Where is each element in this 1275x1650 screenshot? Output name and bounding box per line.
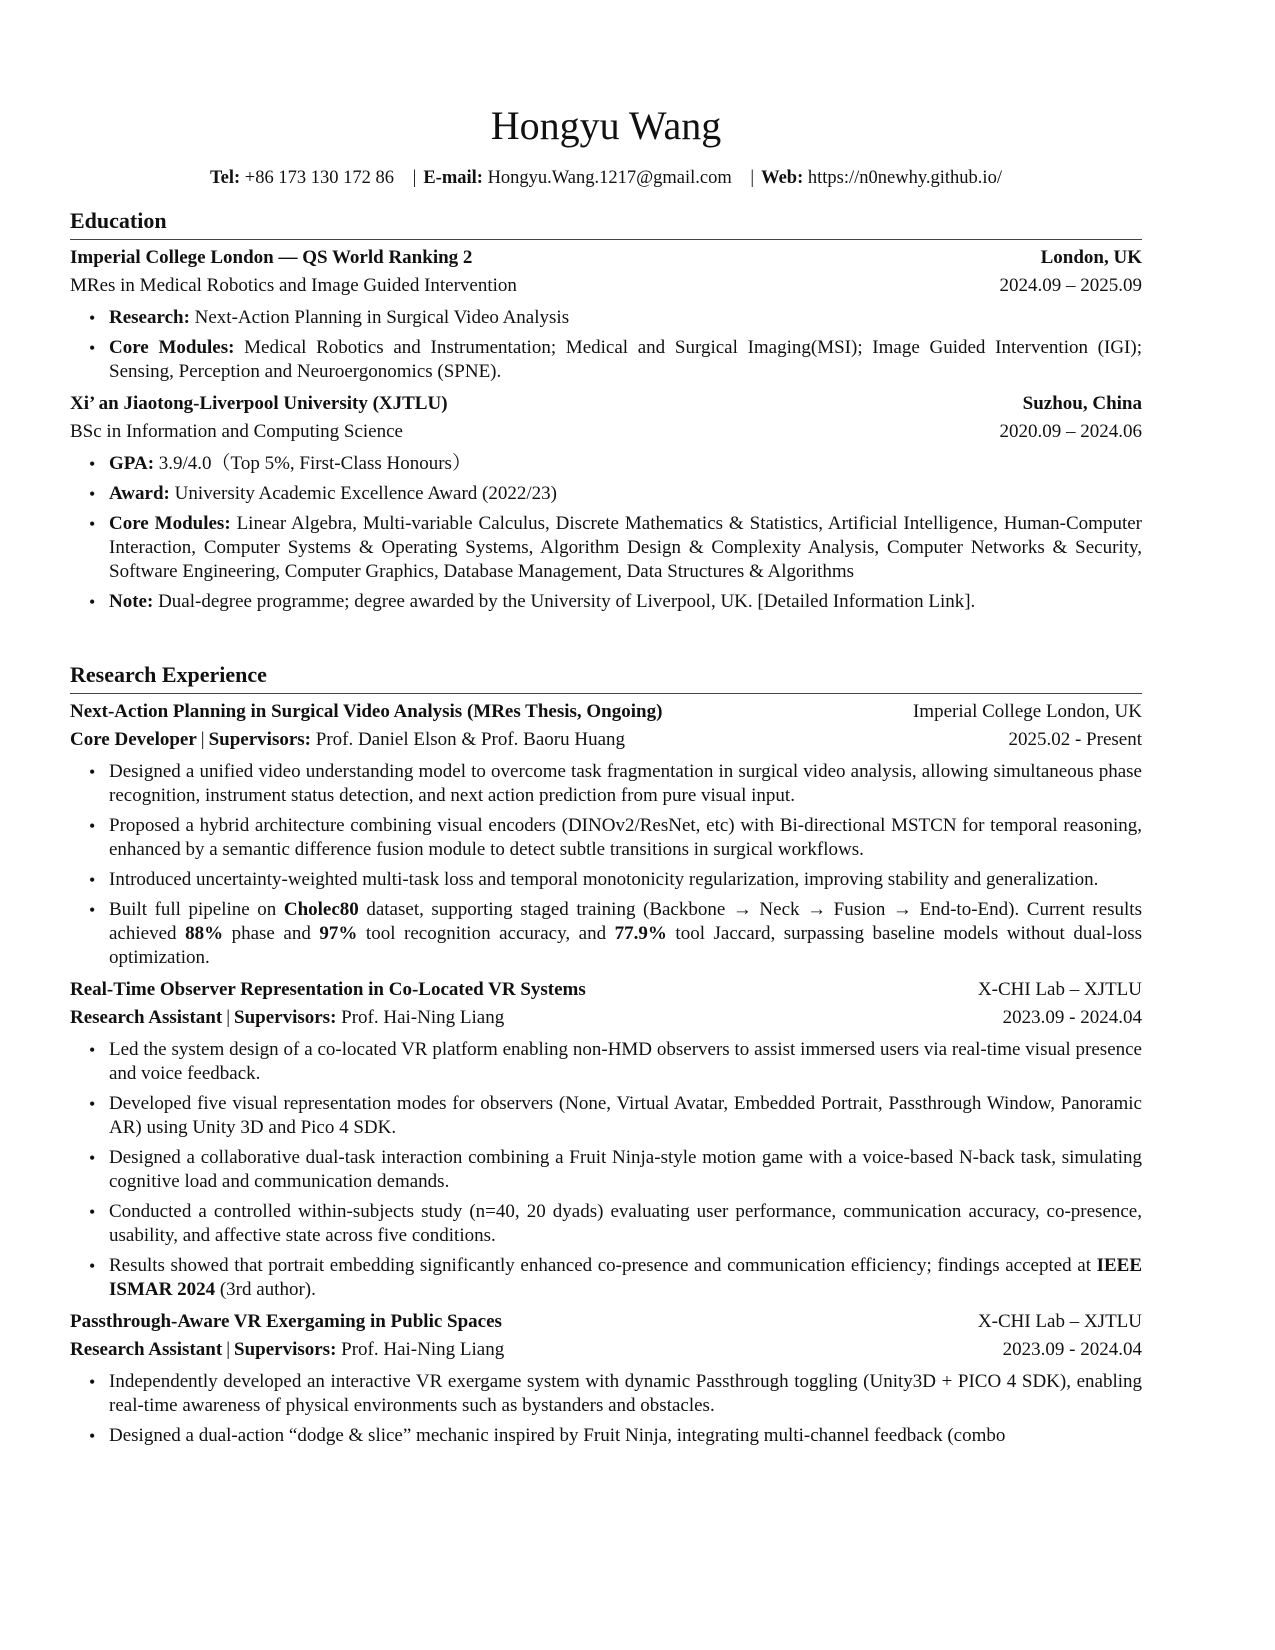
web-label: Web: [761,168,804,188]
highlight-text: 88% [185,923,224,944]
web-link[interactable]: https://n0newhy.github.io/ [807,168,1002,188]
bullet-text: Independently developed an interactive VR exergame system with dynamic Passthrough toggling (Unity3D + PICO 4 SDK), enabling real-time awareness of physical environments such as bystanders and obstacles. [109,1371,1142,1416]
project-title: Passthrough-Aware VR Exergaming in Public Spaces [70,1311,502,1332]
project-title: Real-Time Observer Representation in Co-Located VR Systems [70,979,586,1000]
list-item [109,1092,1142,1140]
degree-dates: 2020.09 – 2024.06 [999,421,1142,442]
list-item [109,898,1142,970]
contact-separator: | [412,168,417,188]
bullet-label: Core Modules: [109,337,235,358]
degree-dates: 2024.09 – 2025.09 [999,275,1142,296]
bullet-text: tool Jaccard, surpassing baseline models without dual-loss optimization. [109,923,1142,968]
tel-value: +86 173 130 172 86 [244,168,394,188]
degree-name: BSc in Information and Computing Science [70,421,403,442]
education-bullets [70,452,1142,614]
list-item [109,452,1142,476]
bullet-text: University Academic Excellence Award (2022/23) [174,483,557,504]
list-item [109,336,1142,384]
bullet-text: Linear Algebra, Multi-variable Calculus, Discrete Mathematics & Statistics, Artificial Intelligence, Human-Computer Interaction, Computer Systems & Operating Systems, Algorithm Design & Complexity Analysis, Computer Networks & Security, Software Engineering, Computer Graphics, Database Management, Data Structures & Algorithms [109,513,1142,582]
institution-location: London, UK [1040,247,1142,268]
education-section [70,207,1142,622]
project-dates: 2023.09 - 2024.04 [1002,1007,1142,1028]
tel-label: Tel: [210,168,241,188]
role-separator: | [200,729,205,750]
highlight-text: Cholec80 [283,899,359,920]
research-section [70,661,1142,1456]
list-item [109,1424,1142,1448]
bullet-text: Conducted a controlled within-subjects study (n=40, 20 dyads) evaluating user performance, communication accuracy, co-presence, usability, and affective state across five conditions. [109,1201,1142,1246]
project-organization: X-CHI Lab – XJTLU [977,1311,1142,1332]
bullet-text: Built full pipeline on [109,899,284,920]
list-item [109,1038,1142,1086]
research-entry [70,1310,1142,1448]
bullet-text: Next-Action Planning in Surgical Video Analysis [194,307,570,328]
bullet-label: Research: [109,307,190,328]
list-item [109,1370,1142,1418]
list-item [109,760,1142,808]
project-organization: X-CHI Lab – XJTLU [977,979,1142,1000]
project-title: Next-Action Planning in Surgical Video Analysis (MRes Thesis, Ongoing) [70,701,663,722]
list-item [109,868,1142,892]
highlight-text: IEEE ISMAR 2024 [109,1255,1142,1300]
list-item [109,1254,1142,1302]
research-bullets [70,1038,1142,1302]
research-entry [70,978,1142,1302]
bullet-text: phase and [223,923,320,944]
education-bullets [70,306,1142,384]
bullet-text: Proposed a hybrid architecture combining visual encoders (DINOv2/ResNet, etc) with Bi-directional MSTCN for temporal reasoning, enhanced by a semantic difference fusion module to detect subtle transitions in surgical workflows. [109,815,1142,860]
highlight-text: 97% [319,923,358,944]
education-entry [70,392,1142,614]
candidate-name: Hongyu Wang [490,103,722,148]
highlight-text: 77.9% [614,923,667,944]
bullet-text: Led the system design of a co-located VR platform enabling non-HMD observers to assist immersed users via real-time visual presence and voice feedback. [109,1039,1142,1084]
supervisors-label: Supervisors: [208,729,312,750]
bullet-text: Developed five visual representation modes for observers (None, Virtual Avatar, Embedded Portrait, Passthrough Window, Panoramic AR) using Unity 3D and Pico 4 SDK. [109,1093,1142,1138]
section-title-education: Education [70,207,1142,240]
research-entry [70,700,1142,970]
research-bullets [70,760,1142,970]
contact-separator: | [750,168,755,188]
bullet-text: Designed a dual-action “dodge & slice” mechanic inspired by Fruit Ninja, integrating multi-channel feedback (combo [109,1425,1006,1446]
bullet-label: Note: [109,591,154,612]
list-item [109,306,1142,330]
bullet-text: dataset, supporting staged training (Backbone → Neck → Fusion → End-to-End). Current results achieved [109,899,1142,944]
project-role: Core Developer [70,729,197,750]
bullet-text: tool recognition accuracy, and [357,923,615,944]
list-item [109,814,1142,862]
bullet-text[interactable]: Dual-degree programme; degree awarded by the University of Liverpool, UK. [Detailed Information Link]. [158,591,976,612]
role-separator: | [226,1007,230,1028]
institution-name: Imperial College London — QS World Ranking 2 [70,247,473,268]
bullet-text: Designed a unified video understanding model to overcome task fragmentation in surgical video analysis, allowing simultaneous phase recognition, instrument status detection, and next action prediction from pure visual input. [109,761,1142,806]
supervisors-names: Prof. Hai-Ning Liang [341,1339,505,1360]
list-item [109,482,1142,506]
email-link[interactable]: Hongyu.Wang.1217@gmail.com [487,168,732,188]
project-organization: Imperial College London, UK [912,701,1142,722]
bullet-label: GPA: [109,453,155,474]
role-separator: | [226,1339,230,1360]
email-label: E-mail: [423,168,483,188]
section-title-research: Research Experience [70,661,1142,694]
institution-name: Xi’ an Jiaotong-Liverpool University (XJTLU) [70,393,448,414]
supervisors-label: Supervisors: [234,1339,337,1360]
contact-line [70,166,1142,190]
project-role: Research Assistant [70,1339,223,1360]
list-item [109,590,1142,614]
degree-name: MRes in Medical Robotics and Image Guided Intervention [70,275,517,296]
research-bullets [70,1370,1142,1448]
supervisors-label: Supervisors: [234,1007,337,1028]
project-role: Research Assistant [70,1007,223,1028]
institution-location: Suzhou, China [1022,393,1142,414]
bullet-label: Award: [109,483,170,504]
education-entry [70,246,1142,384]
bullet-text: Results showed that portrait embedding significantly enhanced co-presence and communication efficiency; findings accepted at [109,1255,1097,1276]
project-dates: 2025.02 - Present [1008,729,1142,750]
supervisors-names: Prof. Hai-Ning Liang [341,1007,505,1028]
list-item [109,1146,1142,1194]
project-dates: 2023.09 - 2024.04 [1002,1339,1142,1360]
bullet-text: Designed a collaborative dual-task interaction combining a Fruit Ninja-style motion game with a voice-based N-back task, simulating cognitive load and communication demands. [109,1147,1142,1192]
bullet-text: 3.9/4.0（Top 5%, First-Class Honours） [158,453,471,474]
supervisors-names: Prof. Daniel Elson & Prof. Baoru Huang [315,729,625,750]
list-item [109,1200,1142,1248]
bullet-label: Core Modules: [109,513,231,534]
list-item [109,512,1142,584]
bullet-text: Medical Robotics and Instrumentation; Medical and Surgical Imaging(MSI); Image Guided Intervention (IGI); Sensing, Perception and Neuroergonomics (SPNE). [109,337,1142,382]
bullet-text: Introduced uncertainty-weighted multi-task loss and temporal monotonicity regularization, improving stability and generalization. [109,869,1099,890]
bullet-text: (3rd author). [215,1279,316,1300]
